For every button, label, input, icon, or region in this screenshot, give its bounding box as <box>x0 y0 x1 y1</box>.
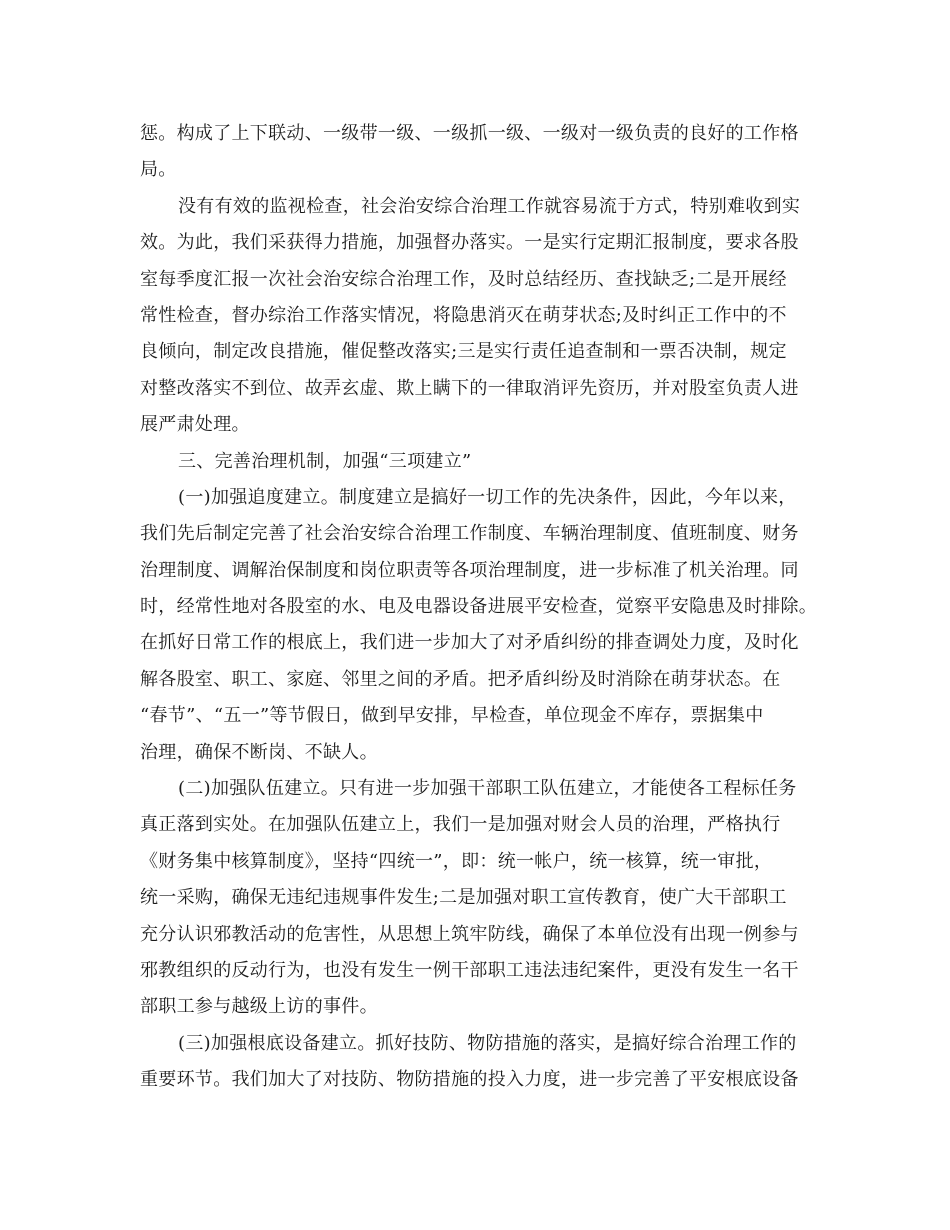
paragraph-p1 <box>140 116 840 189</box>
text-line: 时，经常性地对各股室的水、电及电器设备进展平安检查，觉察平安隐患及时排除。 <box>140 596 818 618</box>
paragraph-p5 <box>140 771 840 1026</box>
text-line: 对整改落实不到位、故弄玄虚、欺上瞒下的一律取消评先资历，并对股室负责人进 <box>140 377 799 399</box>
document-body <box>140 116 840 1099</box>
text-line: 室每季度汇报一次社会治安综合治理工作，及时总结经历、查找缺乏;二是开展经 <box>140 268 787 290</box>
text-line: 统一采购，确保无违纪违规事件发生;二是加强对职工宣传教育，使广大干部职工 <box>140 887 787 909</box>
text-line: 充分认识邪教活动的危害性，从思想上筑牢防线，确保了本单位没有出现一例参与 <box>140 923 799 945</box>
text-line: 在抓好日常工作的根底上，我们进一步加大了对矛盾纠纷的排查调处力度，及时化 <box>140 632 799 654</box>
text-line: (一)加强追度建立。制度建立是搞好一切工作的先决条件，因此，今年以来， <box>178 486 797 508</box>
text-line: “春节”、“五一”等节假日，做到早安排，早检查，单位现金不库存，票据集中 <box>140 705 764 727</box>
text-line: 没有有效的监视检查，社会治安综合治理工作就容易流于方式，特别难收到实 <box>178 195 801 217</box>
text-line: 常性检查，督办综治工作落实情况，将隐患消灭在萌芽状态;及时纠正工作中的不 <box>140 304 787 326</box>
text-line: (二)加强队伍建立。只有进一步加强干部职工队伍建立，才能使各工程标任务 <box>178 778 797 800</box>
paragraph-p4 <box>140 480 840 771</box>
paragraph-p3 <box>140 444 840 480</box>
text-line: 局。 <box>140 159 177 181</box>
text-line: 我们先后制定完善了社会治安综合治理工作制度、车辆治理制度、值班制度、财务 <box>140 523 799 545</box>
text-line: 展严肃处理。 <box>140 414 250 436</box>
text-line: 邪教组织的反动行为，也没有发生一例干部职工违法违纪案件，更没有发生一名干 <box>140 959 799 981</box>
text-line: 部职工参与越级上访的事件。 <box>140 996 378 1018</box>
text-line: 三、完善治理机制，加强“三项建立” <box>178 450 472 472</box>
text-line: 治理制度、调解治保制度和岗位职责等各项治理制度，进一步标准了机关治理。同 <box>140 559 799 581</box>
text-line: 惩。构成了上下联动、一级带一级、一级抓一级、一级对一级负责的良好的工作格 <box>140 123 799 144</box>
text-line: (三)加强根底设备建立。抓好技防、物防措施的落实，是搞好综合治理工作的 <box>178 1032 797 1054</box>
text-line: 重要环节。我们加大了对技防、物防措施的投入力度，进一步完善了平安根底设备 <box>140 1069 799 1091</box>
text-line: 良倾向，制定改良措施，催促整改落实;三是实行责任追查制和一票否决制，规定 <box>140 341 787 363</box>
text-line: 《财务集中核算制度》，坚持“四统一”，即：统一帐户，统一核算，统一审批， <box>140 850 773 872</box>
text-line: 解各股室、职工、家庭、邻里之间的矛盾。把矛盾纠纷及时消除在萌芽状态。在 <box>140 668 781 690</box>
paragraph-p2 <box>140 189 840 444</box>
text-line: 真正落到实处。在加强队伍建立上，我们一是加强对财会人员的治理，严格执行 <box>140 814 781 836</box>
text-line: 治理，确保不断岗、不缺人。 <box>140 741 378 763</box>
paragraph-p6 <box>140 1026 840 1099</box>
text-line: 效。为此，我们采获得力措施，加强督办落实。一是实行定期汇报制度，要求各股 <box>140 232 799 254</box>
